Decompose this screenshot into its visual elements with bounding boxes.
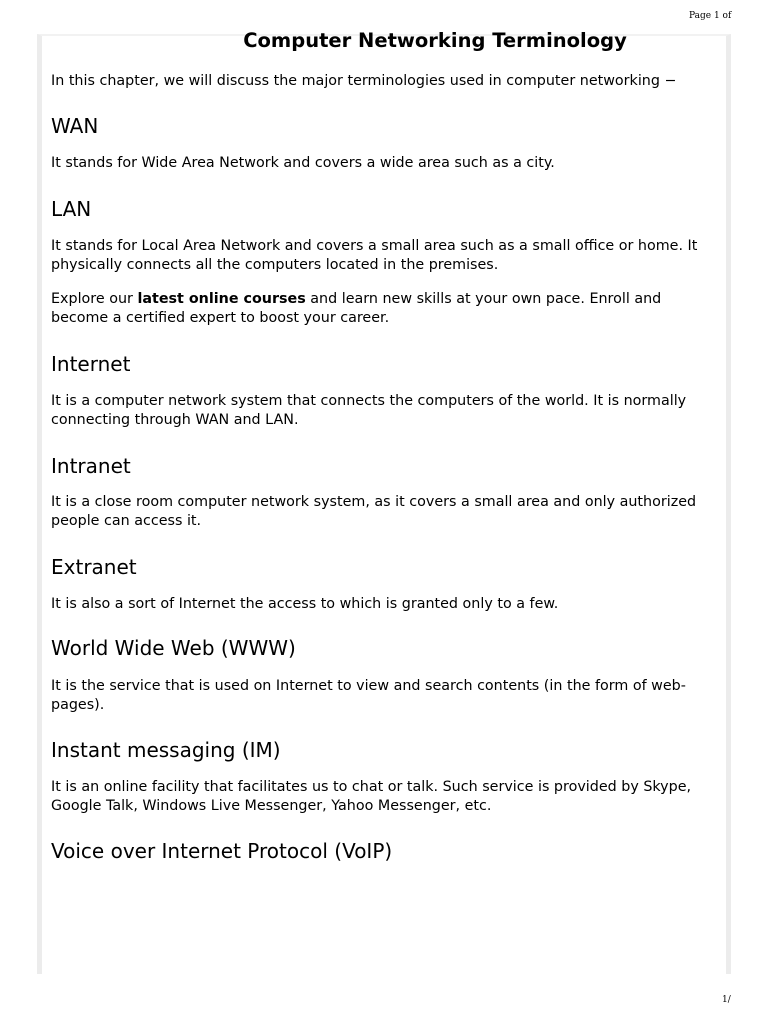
paragraph-extranet: It is also a sort of Internet the access to which is granted only to a few. xyxy=(51,596,559,612)
promo-prefix: Explore our xyxy=(51,291,138,307)
heading-intranet: Intranet xyxy=(51,454,131,478)
paragraph-www: It is the service that is used on Internet to view and search contents (in the form of web-pages). xyxy=(51,678,686,713)
heading-extranet: Extranet xyxy=(51,555,137,579)
latest-courses-link[interactable]: latest online courses xyxy=(137,291,306,307)
heading-im: Instant messaging (IM) xyxy=(51,738,281,762)
paragraph-lan: It stands for Local Area Network and covers a small area such as a small office or home. It physically connects all the computers located in the premises. xyxy=(51,238,698,273)
heading-voip: Voice over Internet Protocol (VoIP) xyxy=(51,839,393,863)
paragraph-im: It is an online facility that facilitates us to chat or talk. Such service is provided by Skype, Google Talk, Windows Live Messenger, Yahoo Messenger, etc. xyxy=(51,779,692,814)
promo-suffix: and learn new skills at your own pace. Enroll and become a certified expert to boost your career. xyxy=(51,291,662,326)
promo-paragraph xyxy=(51,290,711,328)
paragraph-wan: It stands for Wide Area Network and covers a wide area such as a city. xyxy=(51,155,555,171)
paragraph-intranet: It is a close room computer network system, as it covers a small area and only authorized people can access it. xyxy=(51,494,697,529)
heading-wan: WAN xyxy=(51,114,99,138)
document-title: Computer Networking Terminology xyxy=(243,29,627,52)
intro-paragraph: In this chapter, we will discuss the major terminologies used in computer networking − xyxy=(51,73,677,89)
paragraph-internet: It is a computer network system that connects the computers of the world. It is normally connecting through WAN and LAN. xyxy=(51,393,687,428)
page-number-footer: 1/ xyxy=(722,995,731,1005)
heading-internet: Internet xyxy=(51,352,131,376)
heading-lan: LAN xyxy=(51,197,92,221)
page-number-header: Page 1 of xyxy=(689,11,732,21)
heading-www: World Wide Web (WWW) xyxy=(51,636,296,660)
